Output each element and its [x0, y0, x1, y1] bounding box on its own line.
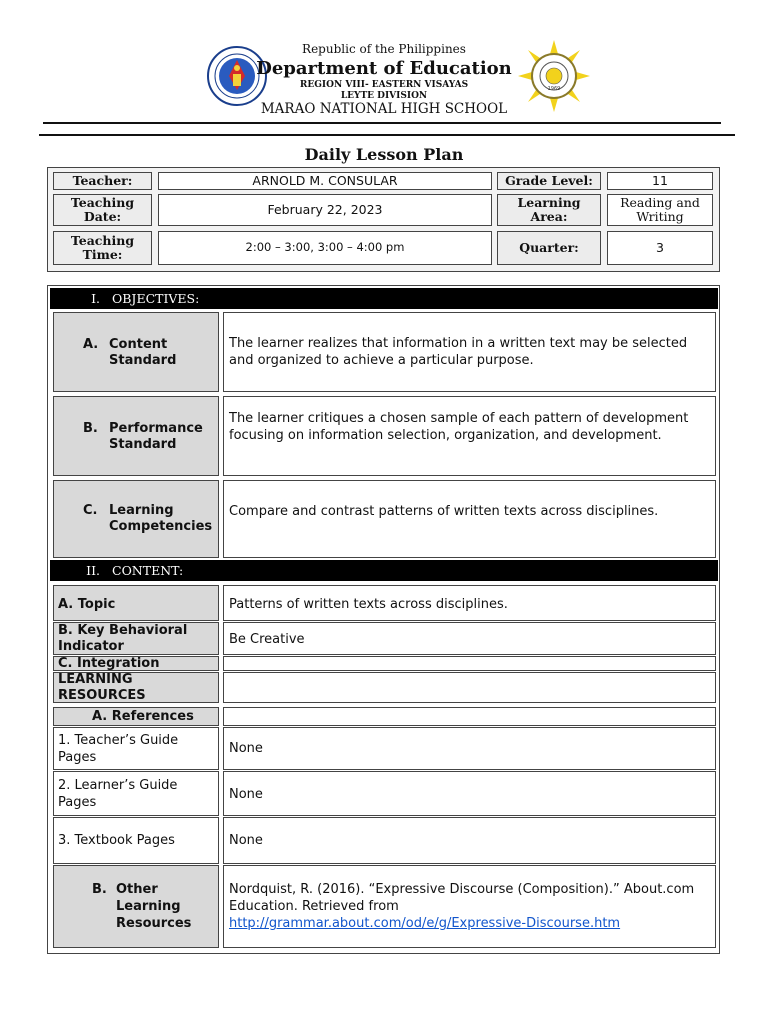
division-line: LEYTE DIVISION: [340, 91, 428, 101]
republic-line: Republic of the Philippines: [302, 42, 466, 56]
learning-area-value: Reading and Writing: [607, 194, 713, 226]
lesson-info-box: [47, 167, 720, 272]
teaching-time-label: Teaching Time:: [53, 231, 152, 265]
svg-text:1969: 1969: [547, 86, 561, 92]
header-rule-top: [43, 122, 721, 124]
teaching-time-value: 2:00 – 3:00, 3:00 – 4:00 pm: [158, 231, 492, 265]
textbook-label-cell: 3. Textbook Pages: [53, 817, 219, 864]
other-resources-value-cell: [223, 865, 716, 948]
citation-text: Nordquist, R. (2016). “Expressive Discourse (Composition).” About.com Education. Retrieved from: [229, 882, 695, 914]
objectives-header-fill: [222, 288, 718, 309]
school-name: MARAO NATIONAL HIGH SCHOOL: [260, 101, 508, 117]
page-title: Daily Lesson Plan: [304, 145, 464, 164]
references-value-cell: [223, 707, 716, 726]
content-header: II. CONTENT:: [50, 560, 718, 581]
teaching-date-label: Teaching Date:: [53, 194, 152, 226]
kbi-label-cell: B. Key Behavioral Indicator: [53, 622, 219, 655]
header-rule-bottom: [39, 134, 735, 136]
quarter-value: 3: [607, 231, 713, 265]
topic-value-cell: Patterns of written texts across disciplines.: [223, 585, 716, 621]
document-header: [0, 0, 768, 130]
content-standard-label-cell: A. Content Standard: [53, 312, 219, 392]
teachers-guide-value-cell: None: [223, 727, 716, 770]
content-header-fill: [222, 560, 718, 581]
topic-label-cell: A. Topic: [53, 585, 219, 621]
other-resources-label-cell: B. Other Learning Resources: [53, 865, 219, 948]
learning-competencies-text-cell: Compare and contrast patterns of written texts across disciplines.: [223, 480, 716, 558]
learning-resources-value-cell: [223, 672, 716, 703]
learners-guide-label-cell: 2. Learner’s Guide Pages: [53, 771, 219, 816]
quarter-label: Quarter:: [497, 231, 601, 265]
textbook-value-cell: None: [223, 817, 716, 864]
teachers-guide-label-cell: 1. Teacher’s Guide Pages: [53, 727, 219, 770]
citation-link[interactable]: http://grammar.about.com/od/e/g/Expressive-Discourse.htm: [229, 916, 621, 931]
integration-label-cell: C. Integration: [53, 656, 219, 671]
department-name: Department of Education: [256, 58, 512, 79]
kbi-value-cell: Be Creative: [223, 622, 716, 655]
teaching-date-value: February 22, 2023: [158, 194, 492, 226]
region-line: REGION VIII- EASTERN VISAYAS: [299, 80, 469, 90]
teacher-value: ARNOLD M. CONSULAR: [158, 172, 492, 190]
content-standard-text-cell: The learner realizes that information in a written text may be selected and organized to achieve a particular purpose.: [223, 312, 716, 392]
learning-resources-label-cell: LEARNING RESOURCES: [53, 672, 219, 703]
grade-level-label: Grade Level:: [497, 172, 601, 190]
learning-competencies-label-cell: C. Learning Competencies: [53, 480, 219, 558]
objectives-header: I. OBJECTIVES:: [50, 288, 718, 309]
grade-level-value: 11: [607, 172, 713, 190]
integration-value-cell: [223, 656, 716, 671]
teacher-label: Teacher:: [53, 172, 152, 190]
learning-area-label: Learning Area:: [497, 194, 601, 226]
performance-standard-label-cell: B. Performance Standard: [53, 396, 219, 476]
learners-guide-value-cell: None: [223, 771, 716, 816]
performance-standard-text-cell: The learner critiques a chosen sample of each pattern of development focusing on information selection, organization, and development.: [223, 396, 716, 476]
references-label-cell: A. References: [53, 707, 219, 726]
